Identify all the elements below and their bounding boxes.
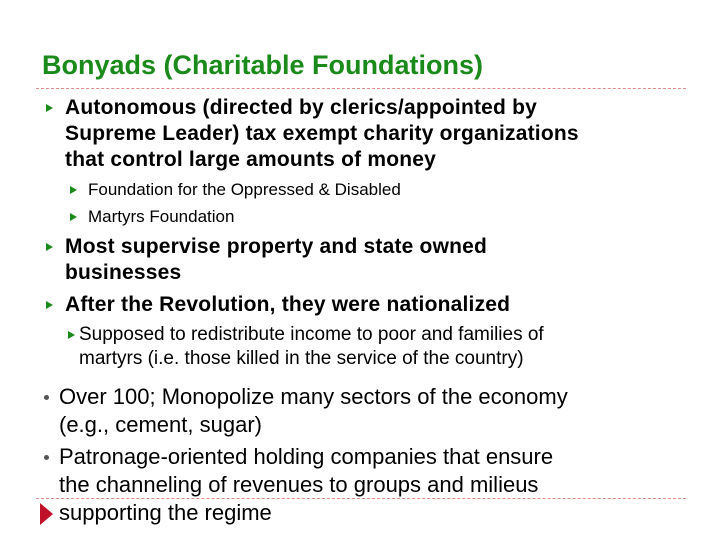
slide-title: Bonyads (Charitable Foundations) — [42, 50, 484, 80]
sub-bullet-3-line-2: martyrs (i.e. those killed in the service of the country) — [79, 348, 524, 369]
title-divider — [36, 88, 686, 89]
bullet-1-line-3: that control large amounts of money — [65, 148, 437, 171]
bullet-arrow-icon — [46, 301, 53, 309]
bullet-2-line-2: businesses — [65, 261, 182, 284]
extra-bullet-2-line-2: the channeling of revenues to groups and milieus — [59, 472, 539, 497]
extra-bullet-2-line-1: Patronage-oriented holding companies that ensure — [59, 444, 554, 469]
sub-bullet-2: Martyrs Foundation — [88, 207, 235, 226]
extra-bullet-1-line-1: Over 100; Monopolize many sectors of the economy — [59, 384, 568, 409]
extra-bullet-2-line-3: supporting the regime — [59, 500, 272, 525]
sub-bullet-3-line-1: Supposed to redistribute income to poor and families of — [79, 324, 544, 345]
bullet-2-line-1: Most supervise property and state owned — [65, 235, 488, 258]
sub-bullet-arrow-icon — [70, 186, 77, 194]
bullet-arrow-icon — [46, 104, 53, 112]
sub-bullet-arrow-icon — [70, 213, 77, 221]
bullet-dot-icon — [44, 395, 49, 400]
extra-bullet-1-line-2: (e.g., cement, sugar) — [59, 412, 262, 437]
bullet-1-line-2: Supreme Leader) tax exempt charity organizations — [65, 122, 579, 145]
bullet-1-line-1: Autonomous (directed by clerics/appointed by — [65, 96, 538, 119]
red-arrow-icon — [40, 503, 53, 525]
bullet-arrow-icon — [46, 243, 53, 251]
sub-bullet-1: Foundation for the Oppressed & Disabled — [88, 180, 401, 199]
bullet-dot-icon — [44, 455, 49, 460]
bullet-3-line-1: After the Revolution, they were nationalized — [65, 293, 511, 316]
sub-bullet-arrow-icon — [68, 331, 75, 339]
